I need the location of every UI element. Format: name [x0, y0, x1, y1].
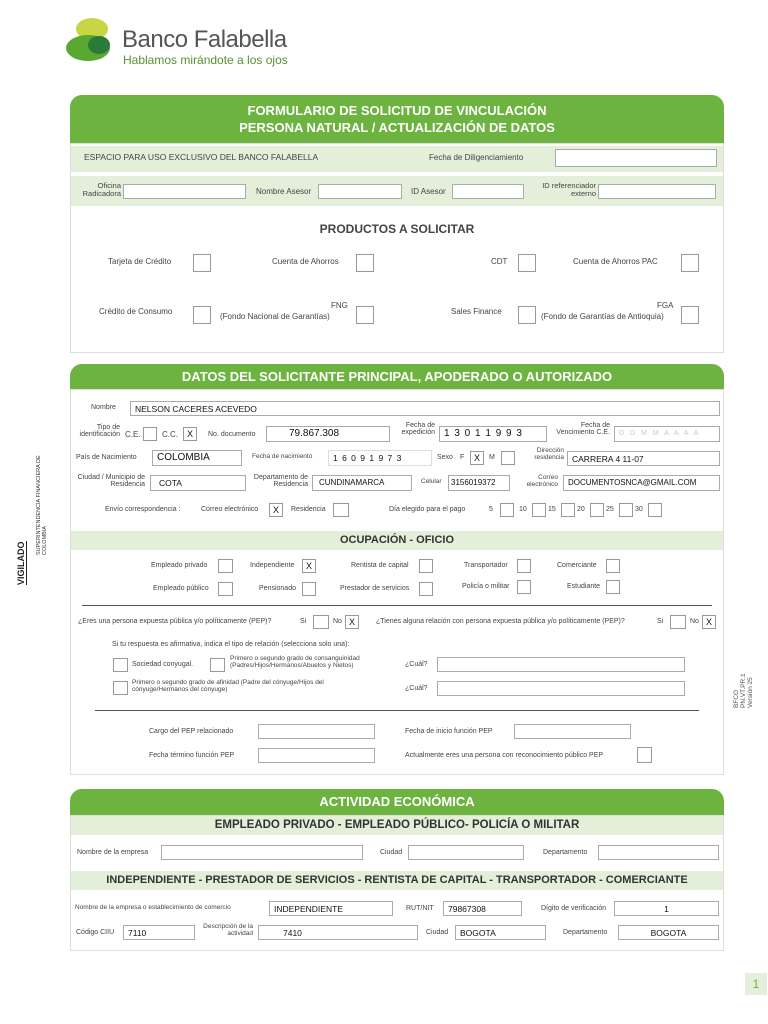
- rut-label: RUT/NIT: [406, 905, 434, 912]
- envio-residencia-label: Residencia: [291, 506, 326, 513]
- products-panel: [70, 143, 724, 353]
- pep-q1-si-label: Si: [300, 618, 307, 625]
- fng-checkbox[interactable]: [356, 306, 374, 324]
- actualmente-pep-checkbox[interactable]: [637, 747, 652, 763]
- departamento-residencia-label: Departamento de Residencia: [253, 474, 308, 489]
- divider-2: [95, 710, 699, 711]
- id-asesor-field[interactable]: [452, 184, 524, 199]
- envio-residencia-checkbox[interactable]: [333, 503, 349, 517]
- dia-25-label: 25: [606, 506, 614, 513]
- cual-2-label: ¿Cuál?: [405, 685, 428, 692]
- dia-10-label: 10: [519, 506, 527, 513]
- descripcion-actividad-label: Descripción de la actividad: [203, 923, 253, 937]
- dia-30-checkbox[interactable]: [648, 503, 662, 517]
- oficina-radicadora-label: Oficina Radicadora: [82, 181, 121, 198]
- tarjeta-credito-checkbox[interactable]: [193, 254, 211, 272]
- departamento-actividad-field[interactable]: BOGOTA: [618, 925, 719, 940]
- credito-consumo-label: Crédito de Consumo: [99, 307, 173, 316]
- rentista-checkbox[interactable]: [419, 559, 433, 573]
- transportador-label: Transportador: [464, 562, 508, 569]
- independiente-label: Independiente: [250, 562, 295, 569]
- pep-q2-no-label: No: [690, 618, 699, 625]
- nombre-empresa-field[interactable]: [161, 845, 363, 860]
- superintendencia-label: SUPERINTENDENCIA FINANCIERA DE COLOMBIA: [36, 455, 49, 555]
- rentista-label: Rentista de capital: [351, 562, 409, 569]
- estudiante-label: Estudiante: [567, 583, 601, 590]
- fecha-diligenciamiento-label: Fecha de Diligenciamiento: [429, 153, 524, 162]
- fecha-termino-pep-label: Fecha término función PEP: [149, 752, 235, 759]
- sexo-f-label: F: [460, 454, 465, 461]
- sexo-m-label: M: [489, 454, 495, 461]
- fecha-nacimiento-label: Fecha de nacimiento: [252, 453, 313, 460]
- fecha-termino-pep-field[interactable]: [258, 748, 375, 763]
- rut-field[interactable]: 79867308: [443, 901, 522, 916]
- sexo-m-checkbox[interactable]: [501, 451, 515, 465]
- nombre-establecimiento-field[interactable]: INDEPENDIENTE: [269, 901, 393, 916]
- transportador-checkbox[interactable]: [517, 559, 531, 573]
- solicitante-title: DATOS DEL SOLICITANTE PRINCIPAL, APODERADO O AUTORIZADO: [70, 364, 724, 389]
- pep-q2-no-checkbox[interactable]: X: [702, 615, 716, 629]
- dia-5-checkbox[interactable]: [500, 503, 514, 517]
- pensionado-checkbox[interactable]: [302, 582, 316, 596]
- prestador-checkbox[interactable]: [419, 582, 433, 596]
- actividad-sub2: INDEPENDIENTE - PRESTADOR DE SERVICIOS - RENTISTA DE CAPITAL - TRANSPORTADOR - COMERCIANTE: [71, 871, 723, 890]
- empleado-privado-checkbox[interactable]: [218, 559, 233, 573]
- cuenta-ahorros-pac-label: Cuenta de Ahorros PAC: [573, 257, 658, 266]
- sexo-label: Sexo: [437, 454, 453, 461]
- brand-name: Banco Falabella: [122, 26, 287, 53]
- policia-label: Policía o militar: [462, 583, 510, 590]
- codigo-ciiu-field[interactable]: 7110: [123, 925, 195, 940]
- form-title: [70, 95, 724, 143]
- departamento-residencia-field[interactable]: CUNDINAMARCA: [312, 475, 412, 491]
- empleado-publico-label: Empleado público: [153, 585, 209, 592]
- comerciante-label: Comerciante: [557, 562, 597, 569]
- tipo-id-label: Tipo de identificación: [79, 424, 120, 439]
- actividad-sub1: EMPLEADO PRIVADO - EMPLEADO PÚBLICO- POLICÍA O MILITAR: [71, 816, 723, 835]
- page-number: 1: [752, 977, 760, 991]
- cc-checkbox[interactable]: X: [183, 427, 197, 441]
- fecha-vencimiento-field[interactable]: D D M M A A A A: [614, 426, 720, 442]
- estudiante-checkbox[interactable]: [606, 580, 620, 594]
- sexo-f-checkbox[interactable]: X: [470, 451, 484, 465]
- cargo-pep-label: Cargo del PEP relacionado: [149, 728, 234, 735]
- ciudad-empresa-label: Ciudad: [380, 849, 403, 856]
- nombre-asesor-field[interactable]: [318, 184, 402, 199]
- sociedad-checkbox[interactable]: [113, 658, 128, 672]
- productos-title: PRODUCTOS A SOLICITAR: [319, 222, 475, 236]
- ciudad-residencia-label: Ciudad / Municipio de Residencia: [77, 474, 145, 489]
- cargo-pep-field[interactable]: [258, 724, 375, 739]
- fng-desc-label: (Fondo Nacional de Garantías): [220, 312, 330, 321]
- pep-q2-label: ¿Tienes alguna relación con persona expuesta pública y/o políticamente (PEP)?: [376, 618, 625, 625]
- cdt-checkbox[interactable]: [518, 254, 536, 272]
- nombre-field[interactable]: NELSON CACERES ACEVEDO: [130, 401, 720, 416]
- empleado-privado-label: Empleado privado: [151, 562, 208, 569]
- fga-checkbox[interactable]: [681, 306, 699, 324]
- empleado-publico-checkbox[interactable]: [218, 582, 233, 596]
- envio-correo-checkbox[interactable]: X: [269, 503, 283, 517]
- pensionado-label: Pensionado: [259, 585, 296, 592]
- pep-q2-si-label: Si: [657, 618, 664, 625]
- envio-correo-label: Correo electrónico: [201, 506, 259, 513]
- id-referenciador-field[interactable]: [598, 184, 716, 199]
- dia-5-label: 5: [489, 506, 493, 513]
- page-number-badge: [745, 973, 767, 995]
- envio-correspondencia-label: Envío correspondencia :: [105, 506, 181, 513]
- pep-q1-si-checkbox[interactable]: [313, 615, 329, 629]
- cc-label: C.C.: [162, 430, 178, 439]
- divider-1: [82, 605, 712, 606]
- prestador-label: Prestador de servicios: [340, 585, 410, 592]
- pep-q2-si-checkbox[interactable]: [670, 615, 686, 629]
- actividad-title: ACTIVIDAD ECONÓMICA: [70, 789, 724, 815]
- nombre-empresa-label: Nombre de la empresa: [77, 849, 149, 856]
- vigilado-label: VIGILADO: [16, 541, 26, 585]
- celular-field[interactable]: 3156019372: [448, 475, 510, 491]
- ciudad-residencia-field[interactable]: COTA: [150, 475, 246, 491]
- pep-instruccion-label: Si tu respuesta es afirmativa, indica el tipo de relación (selecciona solo una):: [112, 641, 350, 648]
- no-documento-field[interactable]: 79.867.308: [266, 426, 390, 442]
- sociedad-label: Sociedad conyugal.: [132, 661, 194, 668]
- fecha-inicio-pep-label: Fecha de inicio función PEP: [405, 728, 493, 735]
- id-asesor-label: ID Asesor: [411, 187, 446, 196]
- dia-25-checkbox[interactable]: [619, 503, 633, 517]
- policia-checkbox[interactable]: [517, 580, 531, 594]
- ciudad-actividad-label: Ciudad: [426, 929, 449, 936]
- ciudad-actividad-field[interactable]: BOGOTA: [455, 925, 546, 940]
- comerciante-checkbox[interactable]: [606, 559, 620, 573]
- correo-field[interactable]: DOCUMENTOSNCA@GMAIL.COM: [563, 475, 720, 491]
- direccion-field[interactable]: CARRERA 4 11-07: [567, 451, 720, 466]
- fecha-diligenciamiento-field[interactable]: [555, 149, 717, 167]
- form-title-line2: PERSONA NATURAL / ACTUALIZACIÓN DE DATOS: [239, 120, 555, 135]
- bank-use-label: ESPACIO PARA USO EXCLUSIVO DEL BANCO FALABELLA: [84, 152, 319, 162]
- codigo-ciiu-label: Código CIIU: [76, 929, 115, 936]
- departamento-empresa-field[interactable]: [598, 845, 719, 860]
- fecha-expedicion-label: Fecha de expedición: [401, 422, 435, 437]
- tarjeta-credito-label: Tarjeta de Crédito: [108, 257, 172, 266]
- fecha-nacimiento-field[interactable]: 1 6 0 9 1 9 7 3: [328, 450, 432, 466]
- fecha-inicio-pep-field[interactable]: [514, 724, 631, 739]
- direccion-label: Dirección residencia: [534, 447, 564, 461]
- sales-finance-label: Sales Finance: [451, 307, 502, 316]
- nombre-establecimiento-label: Nombre de la empresa o establecimiento de comercio: [75, 904, 231, 911]
- bank-logo: [66, 16, 116, 64]
- pais-nacimiento-label: País de Nacimiento: [76, 454, 137, 461]
- dia-20-checkbox[interactable]: [590, 503, 604, 517]
- ocupacion-title: OCUPACIÓN - OFICIO: [71, 531, 723, 550]
- brand-tagline: Hablamos mirándote a los ojos: [123, 53, 288, 67]
- correo-label: Correo electrónico: [526, 474, 558, 488]
- independiente-checkbox[interactable]: X: [302, 559, 316, 573]
- dia-15-label: 15: [548, 506, 556, 513]
- digito-verificacion-field[interactable]: 1: [614, 901, 719, 916]
- cuenta-ahorros-pac-checkbox[interactable]: [681, 254, 699, 272]
- no-documento-label: No. documento: [208, 431, 256, 438]
- cual-1-label: ¿Cuál?: [405, 661, 428, 668]
- pep-q1-no-checkbox[interactable]: X: [345, 615, 359, 629]
- pais-nacimiento-field[interactable]: COLOMBIA: [152, 450, 242, 466]
- dia-30-label: 30: [635, 506, 643, 513]
- cuenta-ahorros-label: Cuenta de Ahorros: [272, 257, 339, 266]
- pep-q1-no-label: No: [333, 618, 342, 625]
- nombre-label: Nombre: [91, 404, 116, 411]
- fecha-vencimiento-label: Fecha de Vencimiento C.E.: [556, 422, 610, 437]
- cual-1-field[interactable]: [437, 657, 685, 672]
- actualmente-pep-label: Actualmente eres una persona con reconocimiento público PEP: [405, 752, 604, 759]
- fga-label: FGA: [657, 301, 674, 310]
- cual-2-field[interactable]: [437, 681, 685, 696]
- ce-checkbox[interactable]: [143, 427, 157, 441]
- digito-verificacion-label: Dígito de verificación: [541, 905, 606, 912]
- ciudad-empresa-field[interactable]: [408, 845, 524, 860]
- dia-20-label: 20: [577, 506, 585, 513]
- consanguinidad-checkbox[interactable]: [210, 658, 225, 672]
- departamento-empresa-label: Departamento: [543, 849, 588, 856]
- celular-label: Celular: [421, 478, 442, 485]
- solicitante-panel: [70, 389, 724, 775]
- dia-pago-label: Día elegido para el pago: [389, 506, 466, 513]
- cdt-label: CDT: [491, 257, 508, 266]
- sales-finance-checkbox[interactable]: [518, 306, 536, 324]
- afinidad-checkbox[interactable]: [113, 681, 128, 695]
- cuenta-ahorros-checkbox[interactable]: [356, 254, 374, 272]
- falabella-leaf-icon: [66, 16, 116, 64]
- consanguinidad-label: Primero o segundo grado de consanguinidad (Padres/Hijos/Hermanos/Abuelos y Nietos): [230, 655, 360, 669]
- oficina-radicadora-field[interactable]: [123, 184, 246, 199]
- fecha-expedicion-field[interactable]: 1 3 0 1 1 9 9 3: [439, 426, 547, 442]
- form-title-line1: FORMULARIO DE SOLICITUD DE VINCULACIÓN: [247, 103, 547, 118]
- afinidad-label: Primero o segundo grado de afinidad (Padre del cónyuge/Hijos del cónyuge/Hermanos del cónyuge): [132, 679, 324, 693]
- fng-label: FNG: [331, 301, 348, 310]
- version-label: BFCO PN.VT.PR.1 Versión 25: [733, 673, 754, 708]
- credito-consumo-checkbox[interactable]: [193, 306, 211, 324]
- ce-label: C.E.: [125, 430, 141, 439]
- dia-15-checkbox[interactable]: [561, 503, 575, 517]
- descripcion-actividad-field[interactable]: 7410: [258, 925, 418, 940]
- dia-10-checkbox[interactable]: [532, 503, 546, 517]
- departamento-actividad-label: Departamento: [563, 929, 608, 936]
- nombre-asesor-label: Nombre Asesor: [256, 187, 312, 196]
- fga-desc-label: (Fondo de Garantías de Antioquia): [541, 312, 664, 321]
- id-referenciador-label: ID referenciador externo: [542, 181, 596, 198]
- pep-q1-label: ¿Eres una persona expuesta pública y/o políticamente (PEP)?: [78, 618, 272, 625]
